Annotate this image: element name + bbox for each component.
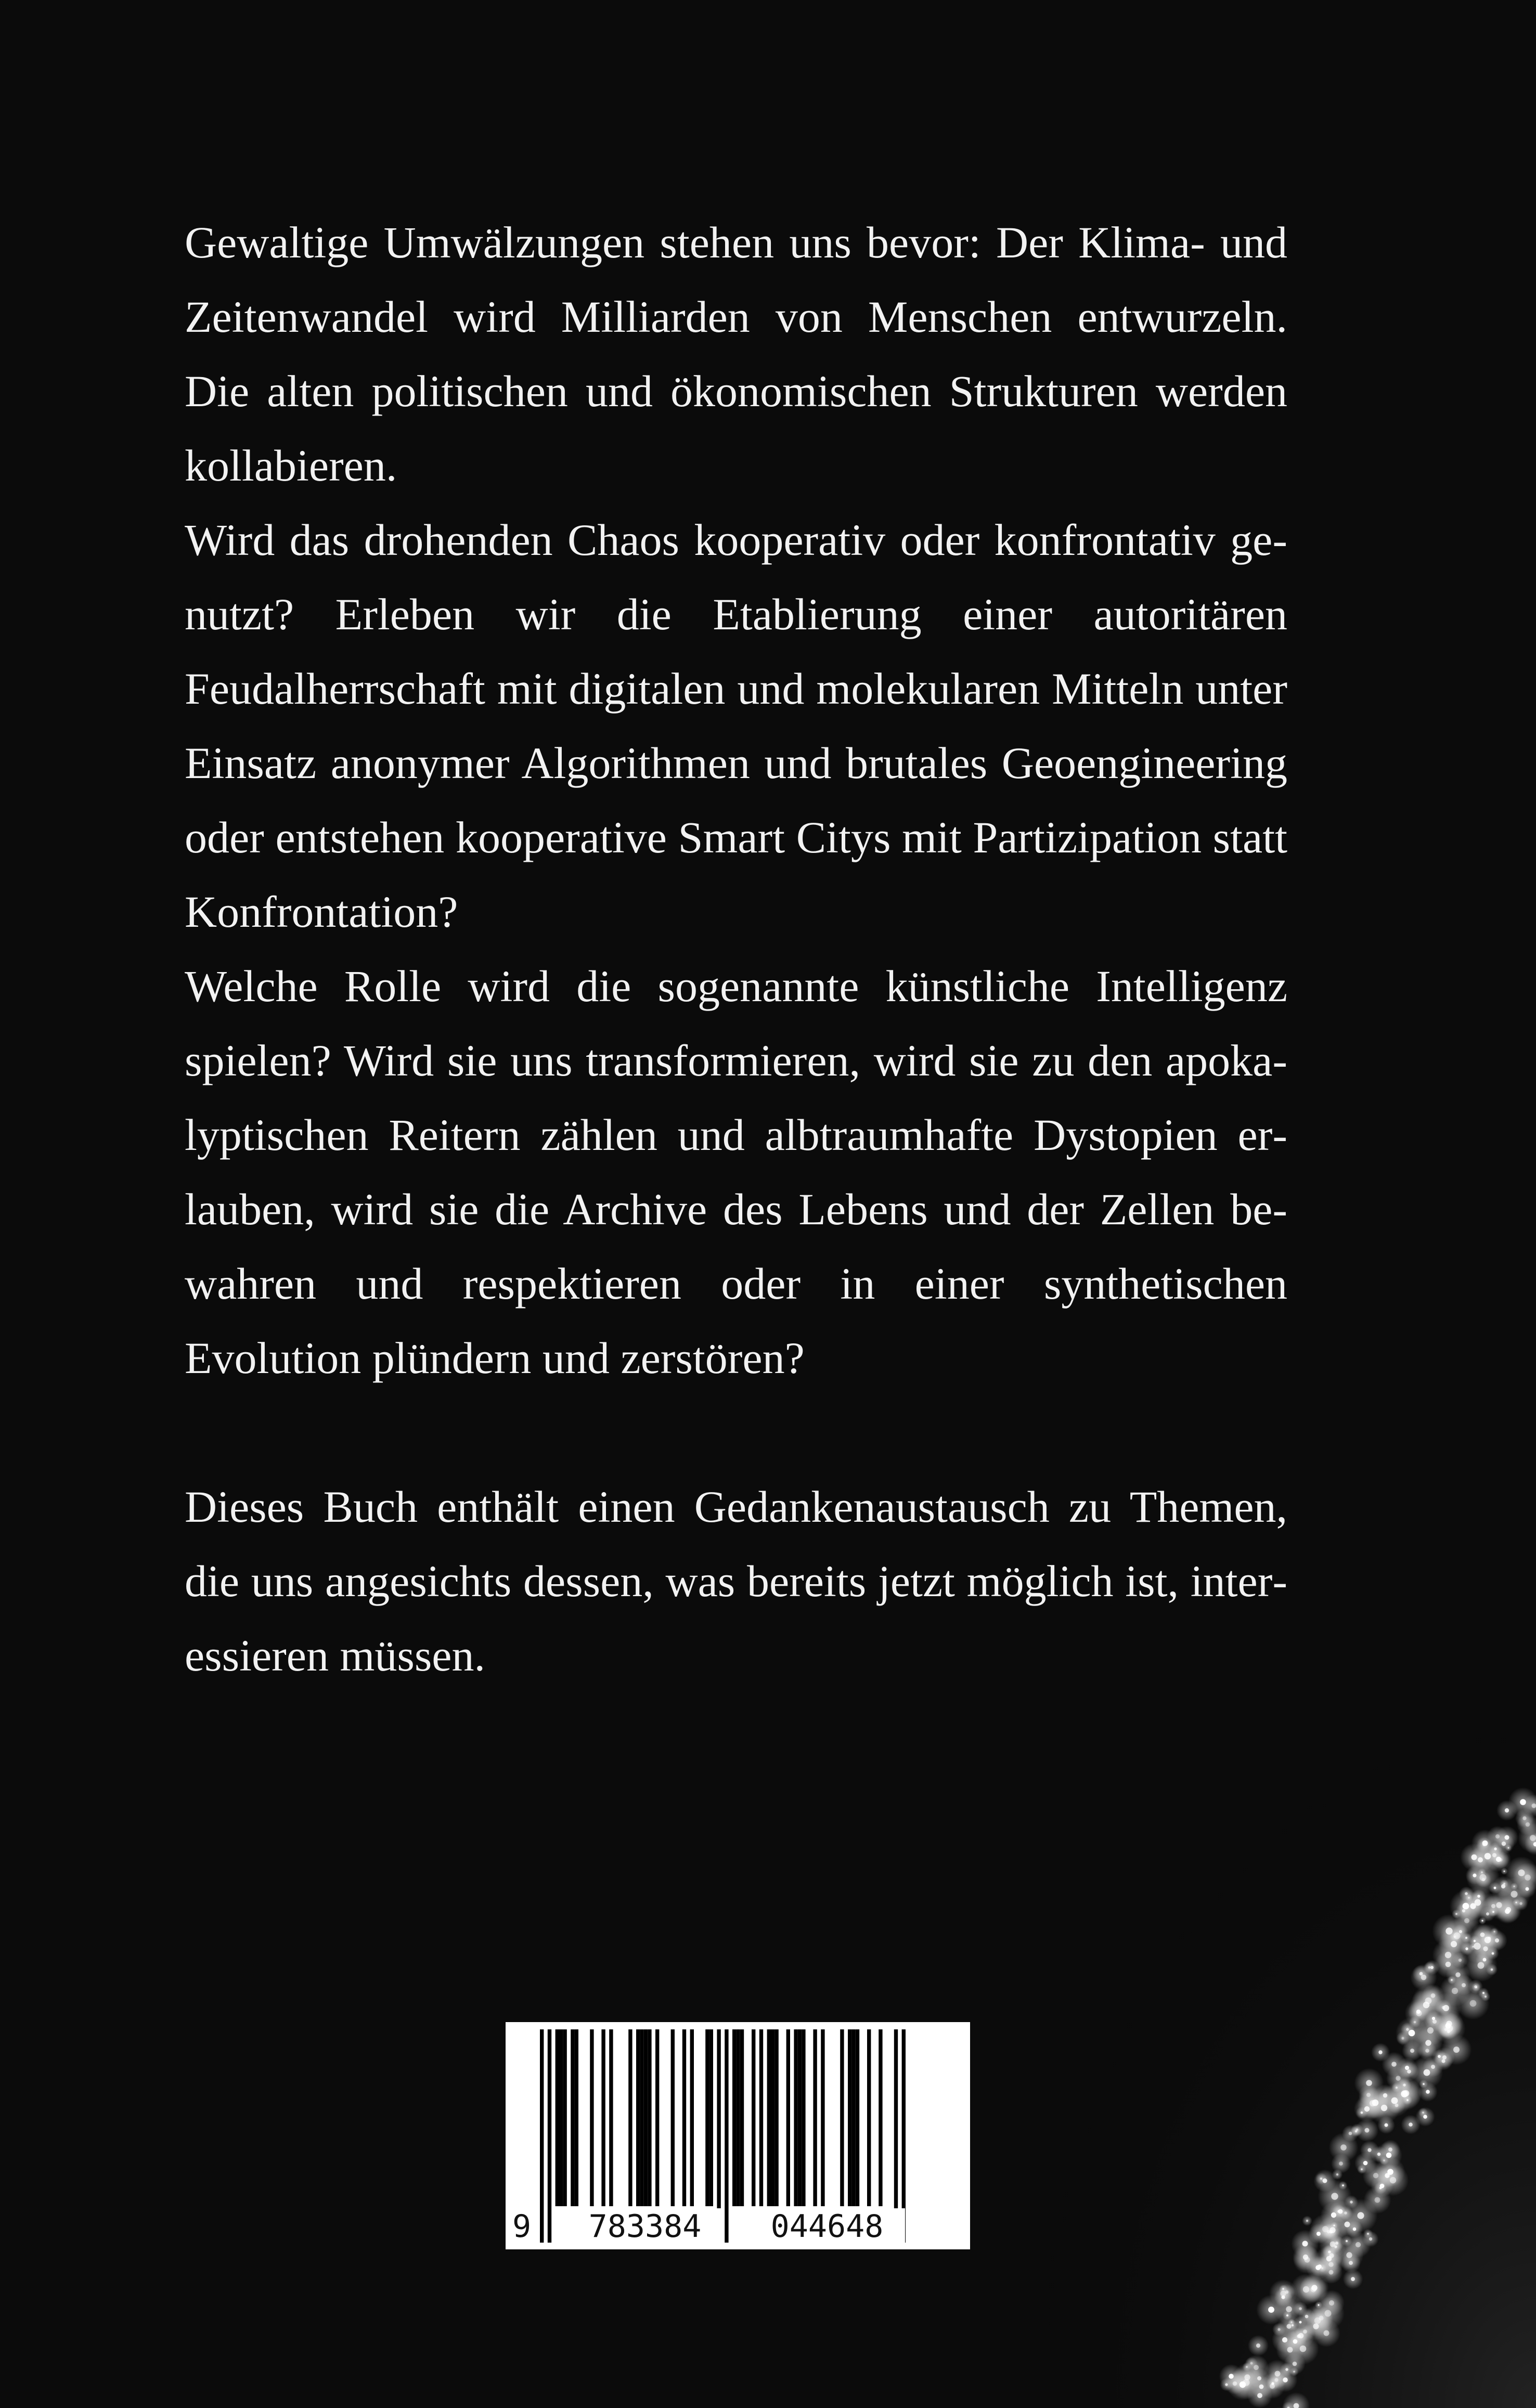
- barcode-bar: [575, 2029, 578, 2206]
- barcode-bar: [559, 2029, 563, 2206]
- barcode-first-digit: 9: [509, 2208, 535, 2245]
- barcode-bar: [775, 2029, 778, 2206]
- isbn-barcode: [506, 2022, 970, 2249]
- blurb-paragraph: Welche Rolle wird die sogenannte künstliche Intelligenz spielen? Wird sie uns transformieren, wird sie zu den apokalyptischen Reitern zählen und albtraumhafte Dystopien erlauben, wird sie die Archive des Lebens und der Zellen bewahren und respektieren oder in einer synthetischen Evolution plündern und zerstören?: [185, 961, 1287, 1383]
- barcode-bar: [752, 2029, 755, 2206]
- barcode-bar: [786, 2029, 790, 2206]
- barcode-bar: [705, 2029, 709, 2206]
- barcode-bar: [571, 2029, 574, 2206]
- barcode-bar: [759, 2029, 763, 2206]
- barcode-bar: [609, 2029, 613, 2206]
- barcode-bar: [690, 2029, 694, 2206]
- barcode-bar: [798, 2029, 802, 2206]
- barcode-bar: [767, 2029, 771, 2206]
- barcode-right-digits: 044648: [749, 2208, 905, 2245]
- barcode-bar: [736, 2029, 740, 2206]
- barcode-bar: [671, 2029, 675, 2206]
- barcode-bar: [709, 2029, 713, 2206]
- barcode-bar: [636, 2029, 640, 2206]
- barcode-bar: [802, 2029, 805, 2206]
- barcode-guard-bar: [725, 2029, 728, 2243]
- back-cover-blurb: [185, 205, 1287, 1693]
- barcode-bar: [590, 2029, 593, 2206]
- barcode-bar: [879, 2029, 882, 2206]
- barcode-bar: [601, 2029, 605, 2206]
- barcode-guard-bar: [540, 2029, 544, 2243]
- barcode-bar: [794, 2029, 797, 2206]
- barcode-bar: [771, 2029, 775, 2206]
- barcode-bar: [848, 2029, 851, 2206]
- barcode-bar: [856, 2029, 859, 2206]
- barcode-bar: [563, 2029, 566, 2206]
- blurb-paragraph: Dieses Buch enthält einen Gedankenaustausch zu Themen, die uns angesichts dessen, was bereits jetzt möglich ist, interessieren müssen.: [185, 1482, 1287, 1680]
- barcode-bar: [655, 2029, 659, 2206]
- barcode-bar: [732, 2029, 736, 2206]
- barcode-bar: [556, 2029, 559, 2206]
- barcode-bar: [740, 2029, 744, 2206]
- barcode-bar: [648, 2029, 651, 2206]
- barcode-bar: [682, 2029, 686, 2206]
- barcode-guard-bar: [548, 2029, 551, 2243]
- barcode-bar: [640, 2029, 643, 2206]
- barcode-bar: [867, 2029, 871, 2206]
- blurb-paragraph: Wird das drohenden Chaos kooperativ oder konfrontativ genutzt? Erleben wir die Etablierung einer autoritären Feudalherrschaft mit digitalen und molekularen Mitteln unter Einsatz anonymer Algorithmen und brutales Geoengineering oder entstehen kooperative Smart Citys mit Partizipation statt Konfrontation?: [185, 515, 1287, 937]
- barcode-bar: [821, 2029, 824, 2206]
- barcode-bar: [628, 2029, 632, 2206]
- barcode-bar: [644, 2029, 648, 2206]
- barcode-left-digits: 783384: [567, 2208, 723, 2245]
- barcode-bar: [851, 2029, 855, 2206]
- blurb-paragraph: Gewaltige Umwälzungen stehen uns bevor: Der Klima- und Zeitenwandel wird Milliarden von Menschen entwurzeln. Die alten politischen und ökonomischen Strukturen werden kollabieren.: [185, 217, 1287, 490]
- barcode-bar: [840, 2029, 844, 2206]
- barcode-bar: [813, 2029, 817, 2206]
